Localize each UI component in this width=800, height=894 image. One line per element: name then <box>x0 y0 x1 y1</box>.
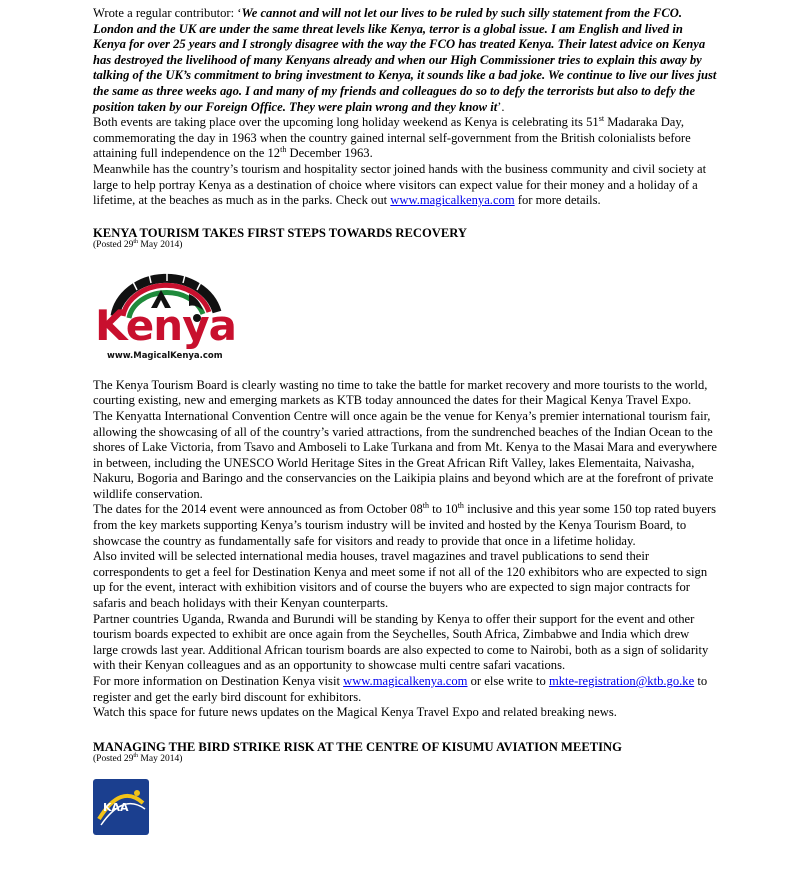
events-text-a: Both events are taking place over the upcoming long holiday weekend as Kenya is celebrating its 51 <box>93 115 599 130</box>
article1-paragraph-5: Partner countries Uganda, Rwanda and Burundi will be standing by Kenya to offer their support for the event and other tourism boards expected to exhibit are once again from the Seychelles, South Africa, Zimbabwe and India which drew large crowds last year. Additional African tourism boards are also expected to come to Nairobi, both as a sign of solidarity with their Kenyan colleagues and as an opportunity to showcase multi centre safari vacations. <box>93 611 709 673</box>
posted-date <box>93 754 717 765</box>
posted-sup: th <box>133 752 139 759</box>
meanwhile-text: Meanwhile has the country’s tourism and hospitality sector joined hands with the business community and civil society at large to help portray Kenya as a destination of choice where visitors can expect value for their money and a holiday of a lifetime, at the beaches as much as in the parks. Check out <box>93 161 707 208</box>
article1-paragraph-4: Also invited will be selected international media houses, travel magazines and travel publications to send their correspondents to get a feel for Destination Kenya and meet some if not all of the 120 exhibitors who are expected to sign up for the event, interact with exhibition visitors and of course the buyers who are expected to sign major contracts for safaris and beach holidays with their Kenyan counterparts. <box>93 549 708 611</box>
events-paragraph <box>93 115 717 162</box>
posted-text-b: May 2014) <box>138 239 183 250</box>
logo-url-text: www.MagicalKenya.com <box>107 350 223 361</box>
article-title-kenya-tourism: KENYA TOURISM TAKES FIRST STEPS TOWARDS RECOVERY <box>93 225 467 240</box>
quote-end: ’. <box>497 99 505 114</box>
intro-quote-paragraph <box>93 6 717 115</box>
kaa-logo <box>93 779 149 835</box>
quote-lead: Wrote a regular contributor: ‘ <box>93 6 242 20</box>
posted-sup: th <box>133 238 139 245</box>
ordinal-sup: th <box>422 501 429 511</box>
document-page <box>93 6 717 835</box>
ordinal-sup: th <box>280 145 287 155</box>
p6-text-c: to register and get the early bird discount for exhibitors. <box>93 674 708 704</box>
events-text-c: December 1963. <box>286 146 373 161</box>
p3-text-a: The dates for the 2014 event were announced as from October 08 <box>93 502 423 517</box>
article1-paragraph-2: The Kenyatta International Convention Centre will once again be the venue for Kenya’s premier international tourism fair, allowing the showcasing of all of the country’s varied attractions, from the sundrenched beaches of the Indian Ocean to the shores of Lake Victoria, from Tsavo and Amboseli to Lake Turkana and from Mt. Kenya to the Masai Mara and everywhere in between, including the UNESCO World Heritage Sites in the Great African Rift Valley, lakes Elementaita, Naivasha, Nakuru, Bogoria and Baringo and the conservancies on the Laikipia plains and beyond which are at the forefront of private wildlife conservation. <box>93 408 717 501</box>
p3-text-b: to 10 <box>429 502 458 517</box>
posted-text-b: May 2014) <box>138 753 183 764</box>
article1-paragraph-6 <box>93 674 717 705</box>
article1-paragraph-7: Watch this space for future news updates on the Magical Kenya Travel Expo and related breaking news. <box>93 705 617 720</box>
posted-text-a: (Posted 29 <box>93 239 134 250</box>
article1-paragraph-1: The Kenya Tourism Board is clearly wasting no time to take the battle for market recovery and more tourists to the world, courting existing, new and emerging markets as KTB today announced the dates for their Magical Kenya Travel Expo. <box>93 377 708 408</box>
p6-text-a: For more information on Destination Kenya visit <box>93 674 344 688</box>
article-title-bird-strike: MANAGING THE BIRD STRIKE RISK AT THE CENTRE OF KISUMU AVIATION MEETING <box>93 739 622 754</box>
magical-kenya-logo <box>93 268 235 368</box>
p3-text-c: inclusive and this year some 150 top rated buyers from the key markets supporting Kenya’s tourism industry will be invited and hosted by the Kenya Tourism Board, to showcase the country as fundamentally safe for visitors and ready to provide that once in a lifetime holiday. <box>93 502 717 548</box>
magicalkenya-link[interactable]: www.magicalkenya.com <box>343 674 468 688</box>
posted-text-a: (Posted 29 <box>93 753 134 764</box>
contributor-quote: We cannot and will not let our lives to be ruled by such silly statement from the FCO. London and the UK are under the same threat levels like Kenya, terror is a global issue. I am English and lived in Kenya for over 25 years and I strongly disagree with the way the FCO has treated Kenya. Their latest advice on Kenya has destroyed the livelihood of many Kenyans already and when our High Commissioner tries to explain this away by talking of the UK’s commitment to bring investment to Kenya, it sounds like a bad joke. We continue to live our lives just the same as three weeks ago. I and many of my friends and colleagues do so to defy the terrorists but also to defy the position taken by our Foreign Office. They were plain wrong and they know it <box>93 6 717 114</box>
ordinal-sup: st <box>598 114 605 124</box>
meanwhile-paragraph <box>93 162 717 209</box>
article1-paragraph-3 <box>93 502 717 549</box>
meanwhile-end: for more details. <box>514 193 601 208</box>
ordinal-sup: th <box>457 501 464 511</box>
posted-date <box>93 240 717 251</box>
magicalkenya-link[interactable]: www.magicalkenya.com <box>390 193 515 208</box>
kaa-logo-text: KAA <box>103 800 129 814</box>
p6-text-b: or else write to <box>467 674 549 688</box>
registration-email-link[interactable]: mkte-registration@ktb.go.ke <box>548 674 695 688</box>
logo-wordmark: Kenya <box>95 300 236 350</box>
events-text-b: Madaraka Day, commemorating the day in 1963 when the country gained internal self-government from the British colonialists before attaining full independence on the 12 <box>93 115 691 161</box>
